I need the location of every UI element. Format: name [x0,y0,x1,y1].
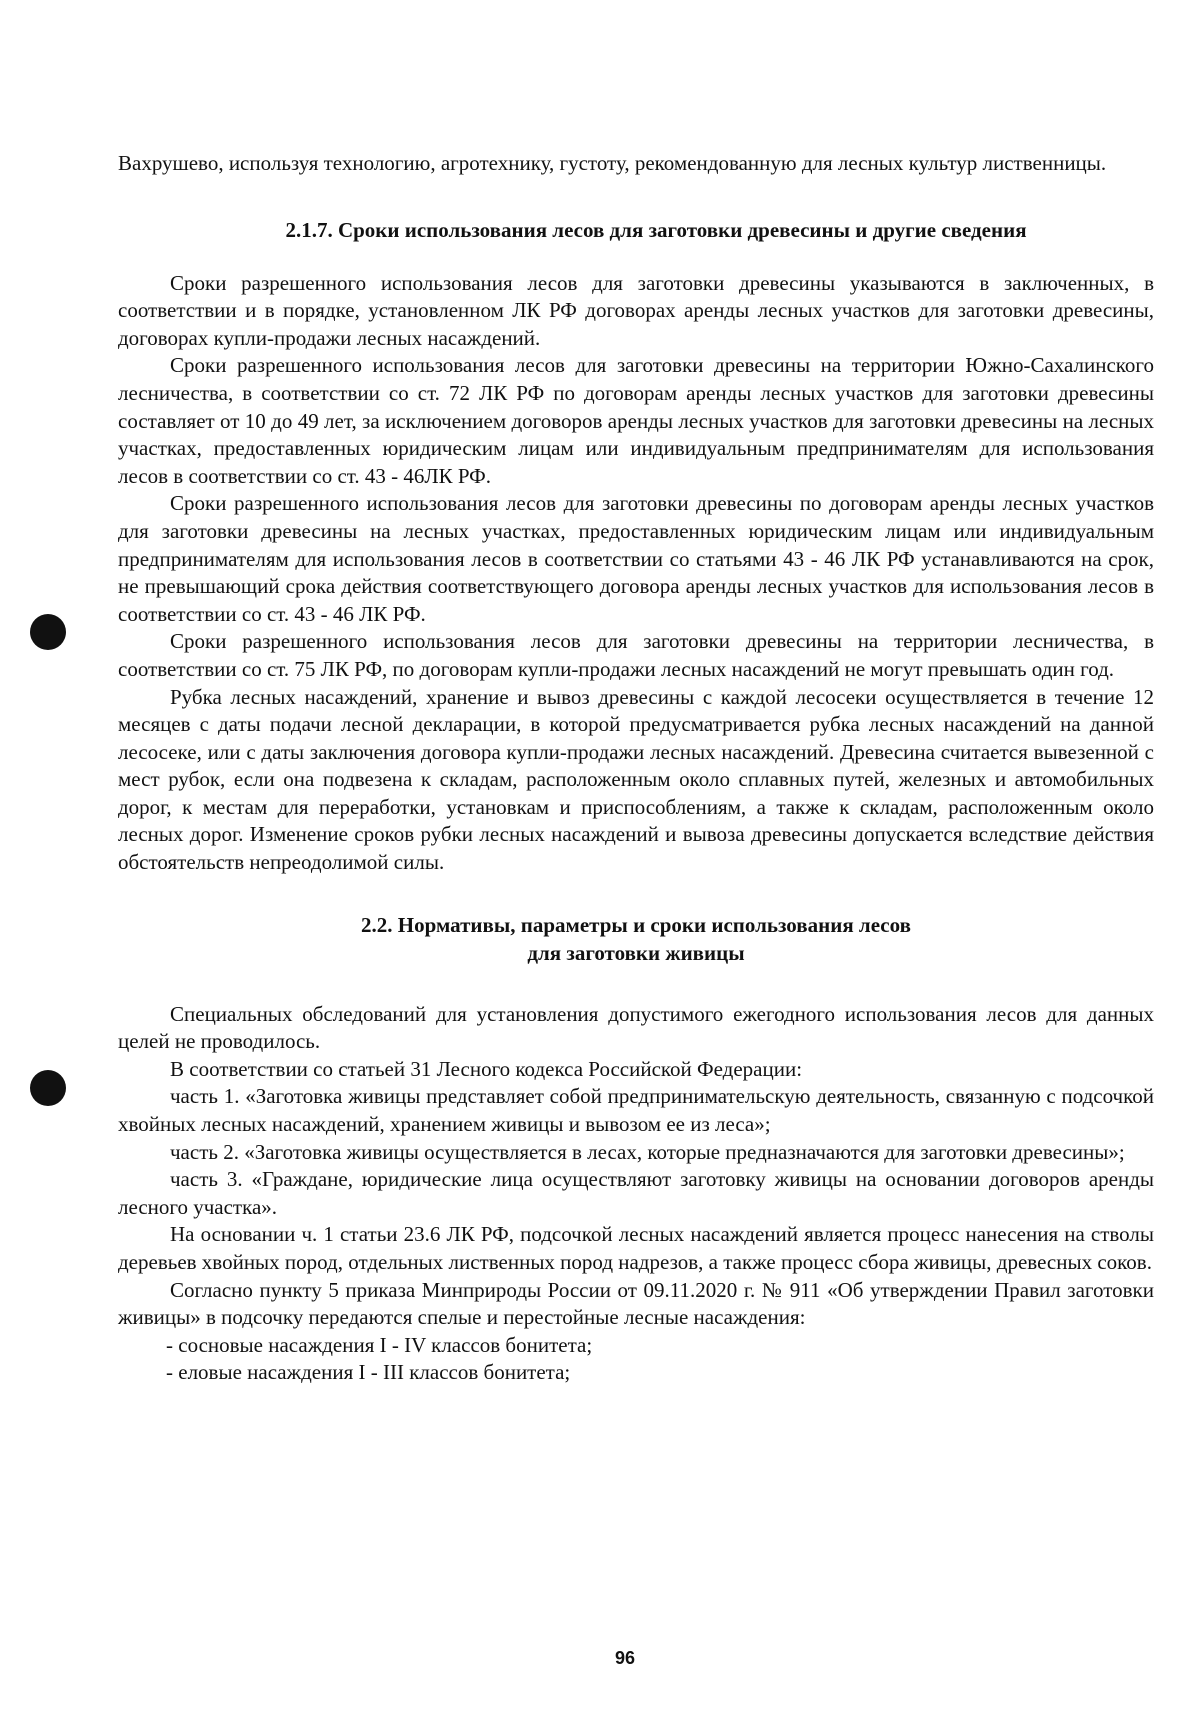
page-number: 96 [614,1648,636,1668]
paragraph: Сроки разрешенного использования лесов для заготовки древесины на территории Южно-Сахалинского лесничества, в соответствии со ст. 72 ЛК РФ по договорам аренды лесных участков для заготовки древесины составляет от 10 до 49 лет, за исключением договоров аренды лесных участков для заготовки древесины на лесных участках, предоставленных юридическим лицам или индивидуальным предпринимателям для использования лесов в соответствии со ст. 43 - 46ЛК РФ. [118,353,1154,488]
list-item: - еловые насаждения I - III классов бонитета; [166,1360,571,1385]
paragraph: Сроки разрешенного использования лесов для заготовки древесины указываются в заключенных, в соответствии и в порядке, установленном ЛК РФ договорах аренды лесных участков для заготовки древесины, договорах купли-продажи лесных насаждений. [118,270,1154,350]
list-item: - сосновые насаждения I - IV классов бонитета; [166,1332,593,1357]
statute-quote-part-3: часть 3. «Граждане, юридические лица осуществляют заготовку живицы на основании договоров аренды лесного участка». [118,1167,1154,1219]
continuation-paragraph: Вахрушево, используя технологию, агротехнику, густоту, рекомендованную для лесных культур лиственницы. [118,151,1107,175]
paragraph: Сроки разрешенного использования лесов для заготовки древесины по договорам аренды лесных участков для заготовки древесины на лесных участках, предоставленных юридическим лицам или индивидуальным предпринимателям для использования лесов в соответствии со статьями 43 - 46 ЛК РФ устанавливаются на срок, не превышающий срока действия соответствующего договора аренды лесных участков для использования лесов в соответствии со ст. 43 - 46 ЛК РФ. [118,491,1154,626]
section-heading-line: для заготовки живицы [527,940,745,965]
statute-quote-part-2: часть 2. «Заготовка живицы осуществляется в лесах, которые предназначаются для заготовки древесины»; [170,1139,1125,1164]
paragraph: На основании ч. 1 статьи 23.6 ЛК РФ, подсочкой лесных насаждений является процесс нанесения на стволы деревьев хвойных пород, отдельных лиственных пород надрезов, а также процесс сбора живицы, древесных соков. [118,1222,1154,1274]
statute-quote-part-1: часть 1. «Заготовка живицы представляет собой предпринимательскую деятельность, связанную с подсочкой хвойных лесных насаждений, хранением живицы и вывозом ее из леса»; [118,1084,1154,1137]
section-heading-2-1-7: 2.1.7. Сроки использования лесов для заготовки древесины и другие сведения [285,217,1027,242]
paragraph: Согласно пункту 5 приказа Минприроды России от 09.11.2020 г. № 911 «Об утверждении Правил заготовки живицы» в подсочку передаются спелые и перестойные лесные насаждения: [118,1277,1154,1330]
paragraph: В соответствии со статьей 31 Лесного кодекса Российской Федерации: [170,1056,803,1081]
paragraph: Сроки разрешенного использования лесов для заготовки древесины на территории лесничества, в соответствии со ст. 75 ЛК РФ, по договорам купли-продажи лесных насаждений не могут превышать один год. [118,629,1154,681]
section-heading-line: 2.2. Нормативы, параметры и сроки использования лесов [361,912,911,937]
binder-hole-mark [30,1070,66,1106]
page-content [118,150,1154,1387]
paragraph: Рубка лесных насаждений, хранение и вывоз древесины с каждой лесосеки осуществляется в течение 12 месяцев с даты подачи лесной декларации, в которой предусматривается рубка лесных насаждений на данной лесосеке, или с даты заключения договора купли-продажи лесных насаждений. Древесина считается вывезенной с мест рубок, если она подвезена к складам, расположенным около сплавных путей, железных и автомобильных дорог, к местам для переработки, установкам и приспособлениям, а также к складам, расположенным около лесных дорог. Изменение сроков рубки лесных насаждений и вывоза древесины допускается вследствие действия обстоятельств непреодолимой силы. [118,684,1154,875]
binder-hole-mark [30,614,66,650]
section-heading-2-2 [118,911,1154,967]
paragraph: Специальных обследований для установления допустимого ежегодного использования лесов для данных целей не проводилось. [118,1001,1154,1054]
